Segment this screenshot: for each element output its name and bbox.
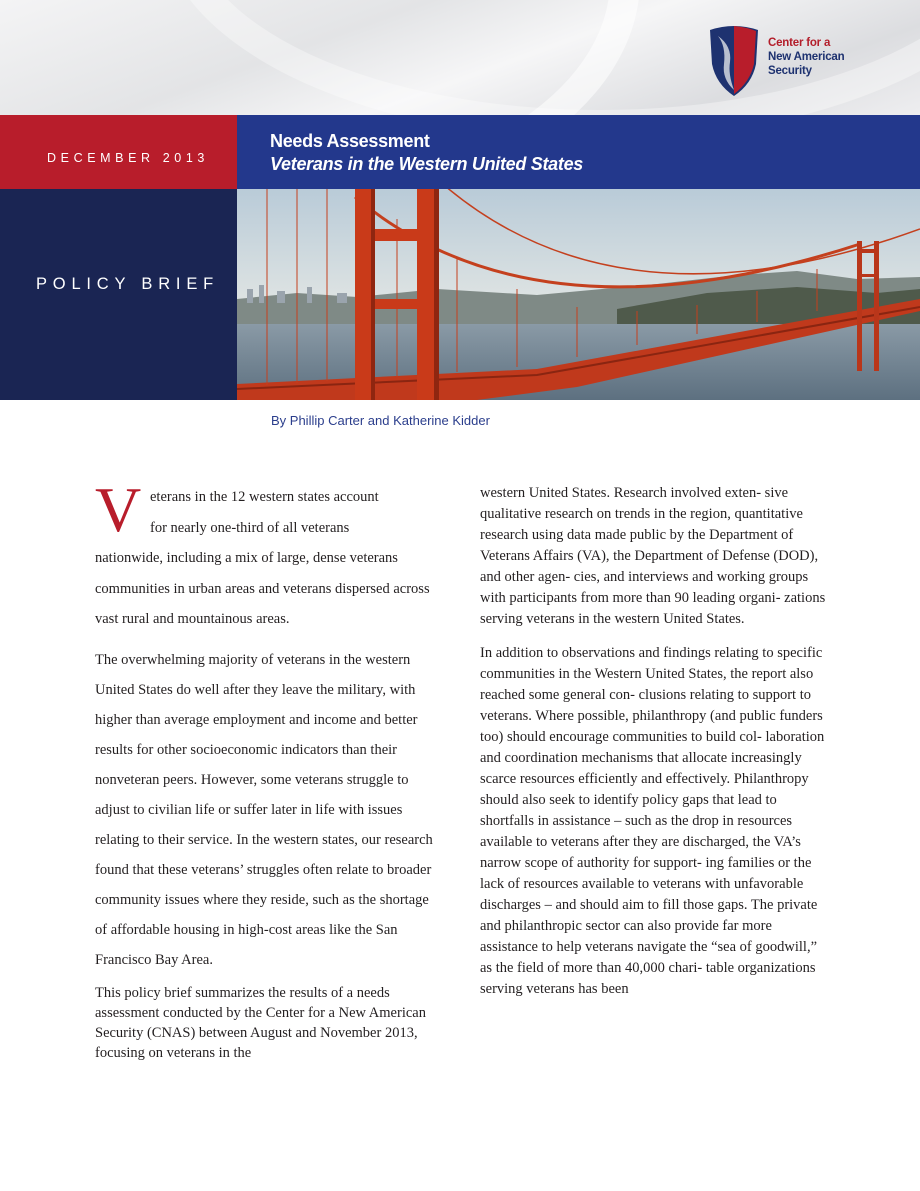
publication-date: DECEMBER 2013 xyxy=(47,151,209,165)
paragraph-1-rest: nationwide, including a mix of large, dense veterans communities in urban areas and veterans dispersed across vast rural and mountainous areas. xyxy=(95,550,430,627)
paragraph-1 xyxy=(95,482,443,543)
cnas-logo[interactable] xyxy=(706,24,856,98)
logo-line-1: Center for a xyxy=(768,37,831,49)
page-subtitle: Veterans in the Western United States xyxy=(270,154,583,174)
series-label: POLICY BRIEF xyxy=(36,275,219,293)
logo-line-2: New American xyxy=(768,51,845,63)
paragraph-5: In addition to observations and findings relating to specific communities in the Western United States, the report also reached some general con- clusions relating to support to veterans. Where possible, philanthropy (and public funders too) should encourage communities to build col- laboration and coordination mechanisms that allocate increasingly scarce resources efficiently and effectively. Philanthropy should also seek to identify policy gaps that lead to shortfalls in assistance – such as the drop in resources available to veterans after they are discharged, the VA’s narrow scope of authority for support- ing families or the lack of resources available to veterans with unfavorable discharges – and should aim to fill those gaps. The private and philanthropic sector can also provide far more assistance to help veterans navigate the “sea of goodwill,” as the field of more than 40,000 chari- table organizations serving veterans has been xyxy=(480,645,825,997)
body-column-right xyxy=(480,483,826,1000)
paragraph-4: western United States. Research involved exten- sive qualitative research on trends in the region, quantitative research using data made public by the Department of Veterans Affairs (VA), the Department of Defense (DOD), and other agen- cies, and interviews and working groups with participants from more than 90 leading organi- zations serving veterans in the western United States. xyxy=(480,485,826,627)
title-bar xyxy=(237,115,920,189)
logo-line-3: Security xyxy=(768,65,812,77)
body-column-left xyxy=(95,474,443,1064)
page-title: Needs Assessment xyxy=(270,131,430,151)
byline: By Phillip Carter and Katherine Kidder xyxy=(271,413,490,428)
golden-gate-bridge-photo xyxy=(237,189,920,400)
date-panel xyxy=(0,115,237,189)
paragraph-1-line-1: eterans in the 12 western states account xyxy=(150,489,379,505)
paragraph-2: The overwhelming majority of veterans in the western United States do well after they leave the military, with higher than average employment and income and better results for other socioeconomic indicators than their nonveteran peers. However, some veterans struggle to adjust to civilian life or suffer later in life with issues relating to their service. In the western states, our research found that these veterans’ struggles often relate to broader community issues where they reside, such as the shortage of affordable housing in high-cost areas like the San Francisco Bay Area. xyxy=(95,651,433,968)
logo-wordmark xyxy=(768,36,844,78)
shield-icon xyxy=(706,24,762,98)
paragraph-1-line-2: for nearly one-third of all veterans xyxy=(150,519,350,536)
drop-cap: V xyxy=(95,474,142,545)
paragraph-3: This policy brief summarizes the results of a needs assessment conducted by the Center for a New American Security (CNAS) between August and November 2013, focusing on veterans in the xyxy=(95,984,426,1062)
series-panel xyxy=(0,189,237,400)
